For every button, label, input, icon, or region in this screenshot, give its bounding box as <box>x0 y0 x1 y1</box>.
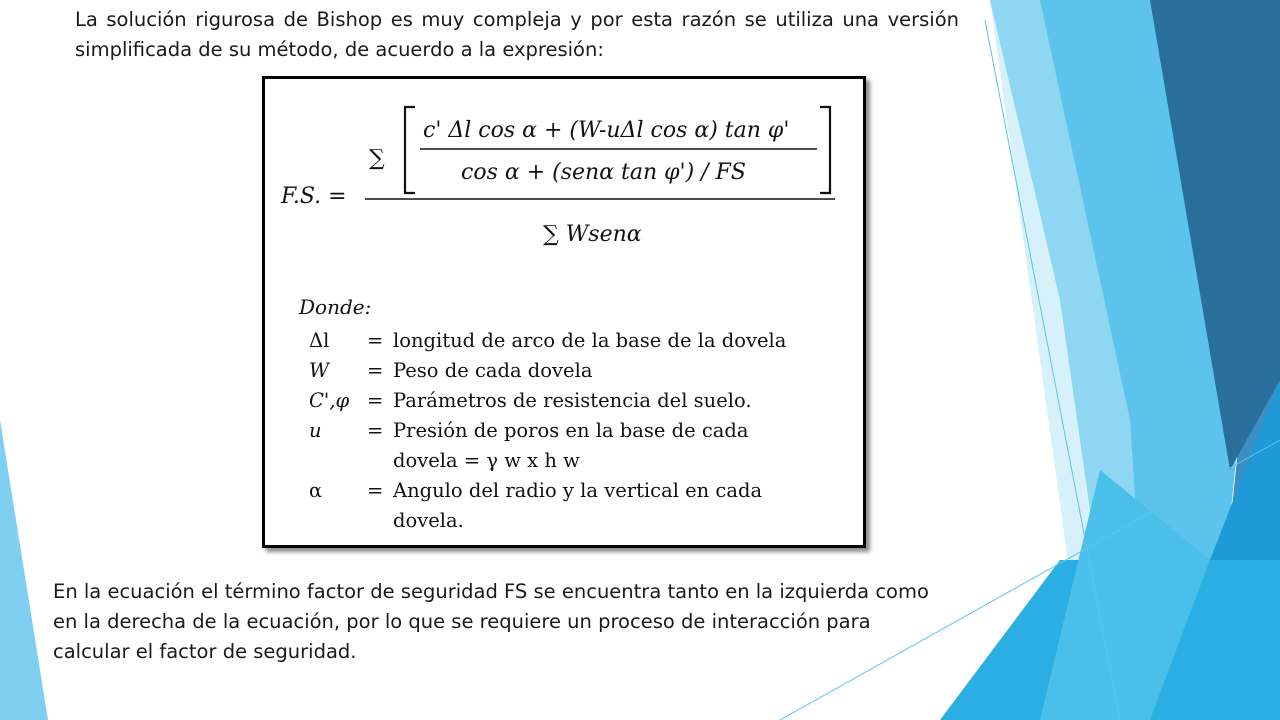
def-text: longitud de arco de la base de la dovela <box>393 329 787 352</box>
def-equals: = <box>367 329 384 352</box>
conclusion-paragraph: En la ecuación el término factor de seguridad FS se encuentra tanto en la izquierda como en la derecha de la ecuación, por lo que se requiere un proceso de interacción para calcular el factor de seguridad. <box>53 580 929 663</box>
numerator-bottom: cos α + (senα tan φ') / FS <box>461 160 746 185</box>
def-symbol: u <box>309 419 322 442</box>
intro-paragraph: La solución rigurosa de Bishop es muy compleja y por esta razón se utiliza una versión simplificada de su método, de acuerdo a la expresión: <box>75 8 959 61</box>
def-equals: = <box>367 419 384 442</box>
numerator-top: c' Δl cos α + (W-uΔl cos α) tan φ' <box>423 118 790 143</box>
where-label: Donde: <box>299 295 372 319</box>
formula-image <box>262 76 866 548</box>
denominator: ∑ Wsenα <box>543 222 642 247</box>
def-text: Peso de cada dovela <box>393 359 593 382</box>
def-text: Presión de poros en la base de cada <box>393 419 749 442</box>
left-bracket <box>405 107 415 193</box>
def-equals: = <box>367 389 384 412</box>
right-bracket <box>820 107 830 193</box>
def-symbol: W <box>309 359 330 382</box>
def-symbol: α <box>309 479 323 502</box>
def-symbol: Δl <box>309 329 330 352</box>
def-text-continued: dovela = γ w x h w <box>393 449 580 472</box>
def-text-continued: dovela. <box>393 509 464 532</box>
def-equals: = <box>367 359 384 382</box>
def-text: Angulo del radio y la vertical en cada <box>393 479 763 502</box>
def-symbol: C',φ <box>309 389 350 412</box>
bishop-equation <box>265 79 863 279</box>
def-equals: = <box>367 479 384 502</box>
formula-lhs: F.S. = <box>281 184 347 209</box>
bg-facet-left <box>0 420 48 720</box>
sum-symbol-top: ∑ <box>369 146 385 171</box>
def-text: Parámetros de resistencia del suelo. <box>393 389 752 412</box>
